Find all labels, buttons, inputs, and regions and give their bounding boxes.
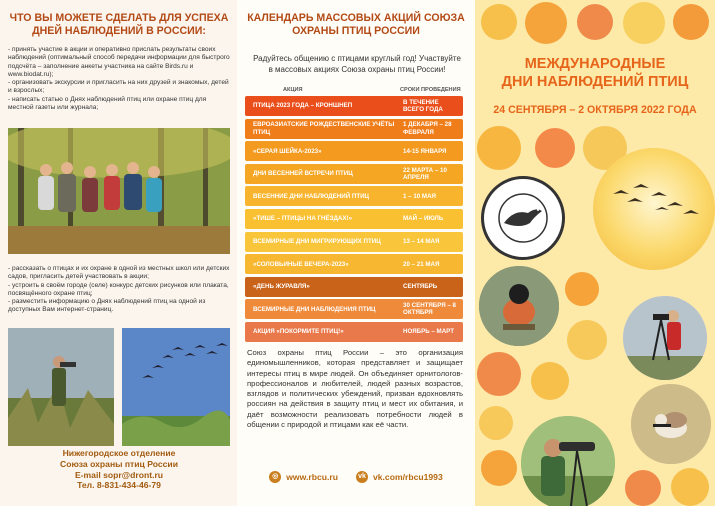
event-dates: 24 СЕНТЯБРЯ – 2 ОКТЯБРЯ 2022 ГОДА <box>493 104 697 116</box>
cranes-sky-photo-art <box>122 328 230 446</box>
vk-link[interactable] <box>356 471 443 483</box>
organization-logo <box>481 176 565 260</box>
decor-circle <box>535 128 575 168</box>
calendar-dates: В ТЕЧЕНИЕ ВСЕГО ГОДА <box>403 98 443 113</box>
calendar-dates: 13 – 14 МАЯ <box>403 237 440 245</box>
calendar-row <box>245 186 463 206</box>
site-link[interactable] <box>269 471 338 483</box>
group-photo-art <box>8 128 230 254</box>
decor-circle <box>525 2 567 44</box>
calendar-row <box>245 164 463 184</box>
calendar-action: ЕВРОАЗИАТСКИЕ РОЖДЕСТВЕНСКИЕ УЧЁТЫ ПТИЦ <box>253 121 395 136</box>
decor-circle <box>531 362 569 400</box>
contact-org-name: Союза охраны птиц России <box>59 458 178 469</box>
middle-panel <box>237 0 475 506</box>
flying-cranes-art <box>593 148 715 270</box>
photographer-art <box>623 296 707 380</box>
calendar-intro: Радуйтесь общению с птицами круглый год! Участвуйте в массовых акциях Союза охраны птиц России! <box>253 54 461 74</box>
decor-circle <box>481 450 517 486</box>
calendar-action: ВЕСЕННИЕ ДНИ НАБЛЮДЕНИЙ ПТИЦ <box>253 192 370 200</box>
list-item: - написать статью о Днях наблюдений птиц или охране птиц для местной газеты или журнала; <box>8 95 207 112</box>
title-line-2: ДНИ НАБЛЮДЕНИЙ ПТИЦ <box>501 74 689 90</box>
calendar-action: ПТИЦА 2023 ГОДА – КРОНШНЕП <box>253 102 353 110</box>
left-list-bottom <box>8 265 230 315</box>
contact-email[interactable]: E-mail sopr@dront.ru <box>74 469 164 480</box>
calendar-action: ВСЕМИРНЫЕ ДНИ МИГРИРУЮЩИХ ПТИЦ <box>253 237 381 245</box>
calendar-action: «СЕРАЯ ШЕЙКА-2023» <box>253 147 322 155</box>
calendar-row <box>245 322 463 342</box>
calendar-row <box>245 299 463 319</box>
calendar-dates: 20 – 21 МАЯ <box>403 260 440 268</box>
decor-circle <box>673 4 709 40</box>
globe-icon: ◎ <box>269 471 281 483</box>
calendar-action: «ТИШЕ – ПТИЦЫ НА ГНЁЗДАХ!» <box>253 215 353 223</box>
list-item: - организовать экскурсии и пригласить на них друзей и знакомых, детей и взрослых; <box>8 79 229 95</box>
links-row <box>237 471 475 483</box>
decor-circle <box>671 468 709 506</box>
calendar-action: АКЦИЯ «ПОКОРМИТЕ ПТИЦ!» <box>253 328 344 336</box>
decor-circle <box>477 126 521 170</box>
calendar-dates: НОЯБРЬ – МАРТ <box>403 328 454 336</box>
decor-circle <box>481 4 517 40</box>
logo-bird-icon <box>484 179 562 257</box>
decor-circle <box>477 352 521 396</box>
calendar-row <box>245 119 463 139</box>
cranes-sky-photo <box>122 328 230 446</box>
calendar-row <box>245 277 463 297</box>
calendar-row <box>245 254 463 274</box>
plover-art <box>631 384 711 464</box>
col-header-dates: СРОКИ ПРОВЕДЕНИЯ <box>400 87 461 93</box>
list-item: - устроить в своём городе (селе) конкурс детских рисунков или плаката, посвящённого охране птиц; <box>8 281 229 297</box>
list-item: - рассказать о птицах и их охране в одной из местных школ или детских садов, пригласить детей участвовать в акции; <box>8 265 230 281</box>
decor-circle <box>567 320 607 360</box>
calendar-action: «ДЕНЬ ЖУРАВЛЯ» <box>253 283 310 291</box>
bullfinch-photo <box>479 266 559 346</box>
decor-circle <box>623 2 665 44</box>
title-line-1: МЕЖДУНАРОДНЫЕ <box>524 56 666 72</box>
list-item: - принять участие в акции и оперативно прислать результаты своих наблюдений (оптимальный способ передачи информации для быстрого подсчёта – заполнение анкеты участника на сайте Birds.ru и www.biodat.ru); <box>8 46 230 78</box>
site-link-label: www.rbcu.ru <box>286 472 338 482</box>
calendar-action: ВСЕМИРНЫЕ ДНИ НАБЛЮДЕНИЯ ПТИЦ <box>253 305 376 313</box>
sunset-cranes-image <box>593 148 715 270</box>
contact-phone: Тел. 8-831-434-46-79 <box>77 480 161 491</box>
scope-observer-art <box>521 416 615 506</box>
contact-org: Нижегородское отделение <box>62 448 176 458</box>
calendar-action: ДНИ ВЕСЕННЕЙ ВСТРЕЧИ ПТИЦ <box>253 170 353 178</box>
about-text: Союз охраны птиц России – это организация единомышленников, которая представляет и защищает интересы птиц в мире людей. Он объединяет орнитологов-профессионалов и любителей, людей разных возрастов, взглядов и политических убеждений, призван вдохновлять россиян на действия в защиту птиц и мест их обитания, и даёт возможности реализовать потребности людей в общении с природой и птицами как её части. <box>247 348 463 430</box>
right-panel <box>475 0 715 506</box>
group-photo <box>8 128 230 254</box>
calendar-row <box>245 209 463 229</box>
scope-observer-photo <box>521 416 615 506</box>
calendar-dates: 1 ДЕКАБРЯ – 28 ФЕВРАЛЯ <box>403 121 452 136</box>
vk-link-label: vk.com/rbcu1993 <box>372 472 443 482</box>
decor-circle <box>479 406 513 440</box>
vk-icon: vk <box>356 471 368 483</box>
calendar-dates: СЕНТЯБРЬ <box>403 283 438 291</box>
calendar-dates: МАЙ – ИЮЛЬ <box>403 215 444 223</box>
calendar-row <box>245 232 463 252</box>
list-item: - разместить информацию о Днях наблюдений птиц на одной из доступных Вам интернет-страниц. <box>8 298 206 314</box>
calendar-dates: 1 – 10 МАЯ <box>403 192 436 200</box>
contact-block <box>8 448 230 491</box>
photographer-photo <box>623 296 707 380</box>
calendar-dates: 14-15 ЯНВАРЯ <box>403 147 447 155</box>
calendar-action: «СОЛОВЬИНЫЕ ВЕЧЕРА-2023» <box>253 260 349 268</box>
decor-circle <box>565 272 599 306</box>
decor-circle <box>577 4 613 40</box>
calendar-dates: 22 МАРТА – 10 АПРЕЛЯ <box>403 166 447 181</box>
decor-circle <box>625 470 661 506</box>
bullfinch-art <box>479 266 559 346</box>
plover-photo <box>631 384 711 464</box>
left-list-top <box>8 46 230 112</box>
calendar-dates: 30 СЕНТЯБРЯ – 8 ОКТЯБРЯ <box>403 302 456 317</box>
calendar-row <box>245 96 463 116</box>
calendar-row <box>245 141 463 161</box>
birdwatcher-photo-art <box>8 328 114 446</box>
left-heading: ЧТО ВЫ МОЖЕТЕ СДЕЛАТЬ ДЛЯ УСПЕХА ДНЕЙ НАБЛЮДЕНИЙ В РОССИИ: <box>9 12 229 37</box>
birdwatcher-photo <box>8 328 114 446</box>
left-panel <box>0 0 237 506</box>
col-header-action: АКЦИЯ <box>283 87 303 93</box>
calendar-heading: КАЛЕНДАРЬ МАССОВЫХ АКЦИЙ СОЮЗА ОХРАНЫ ПТИЦ РОССИИ <box>247 12 465 37</box>
